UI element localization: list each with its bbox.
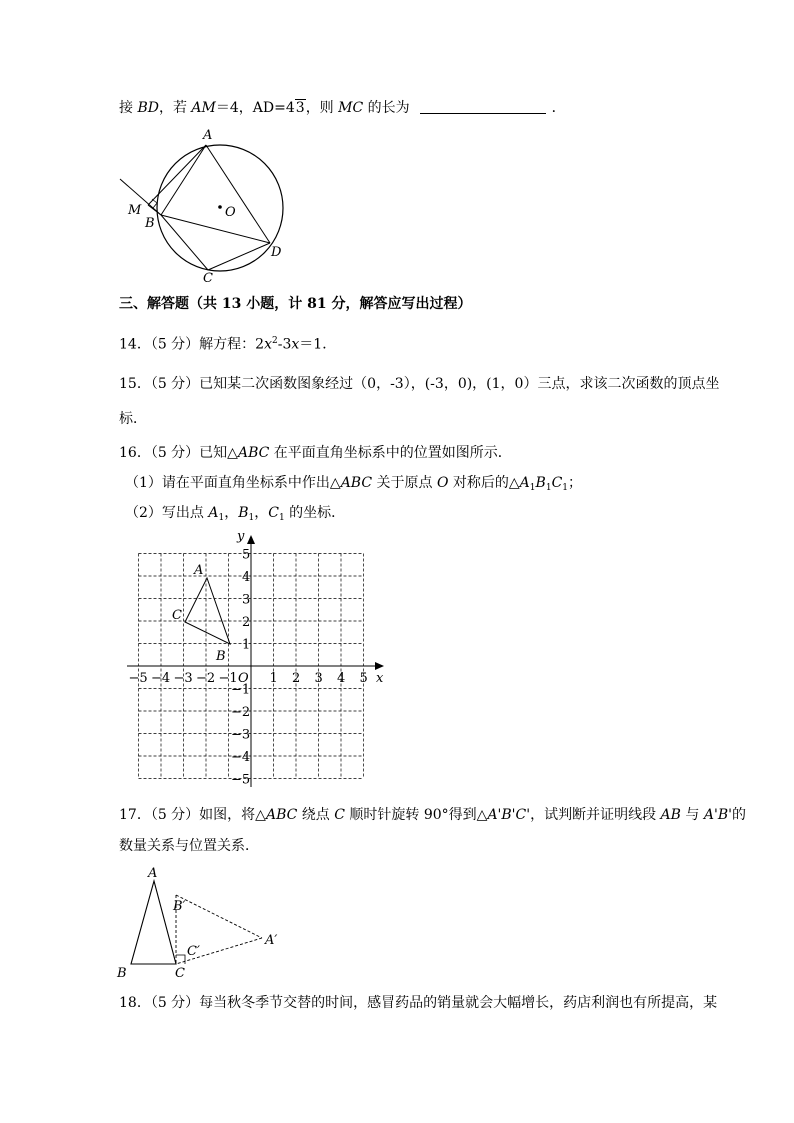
x-tick-label: −1 [218, 671, 238, 686]
x-tick-label: 2 [292, 671, 301, 686]
q16-text: ， [224, 505, 239, 521]
origin-label: O [238, 671, 249, 686]
q17-abc: ABC [265, 807, 298, 823]
q17-text: 与 [680, 807, 704, 823]
y-tick-label: −4 [231, 750, 251, 765]
q14-var: x [291, 336, 300, 353]
question-15-line1: 15．（5 分）已知某二次函数图象经过（0，-3），(-3，0)，(1，0）三点，求该二次函数的顶点坐 [119, 376, 720, 392]
q13-text: 的长为 [363, 100, 410, 116]
q13-am: AM [191, 100, 216, 116]
rot-label-cp: C′ [187, 944, 200, 959]
label-m: M [128, 203, 142, 218]
q13-text: ，若 [158, 100, 192, 116]
q17-text: ，试判断并证明线段 [530, 807, 661, 823]
segment-bpap [176, 895, 262, 938]
q13-text: ，则 [305, 100, 339, 116]
q13-text: 接 [119, 100, 138, 116]
x-tick-label: 5 [359, 671, 368, 686]
q17-apbp: A'B' [703, 807, 732, 823]
q16-a1: A [208, 505, 219, 521]
rot-label-c: C [175, 966, 185, 981]
q17-text: 17．（5 分）如图，将△ [119, 807, 266, 823]
q13-text: ＝4，AD=4 [215, 100, 295, 116]
sub: 1 [218, 513, 225, 523]
q14-exp: 2 [272, 336, 278, 346]
sub: 1 [545, 483, 552, 493]
q16-abc: ABC [237, 445, 270, 461]
sub: 1 [248, 513, 255, 523]
q16-abc: ABC [340, 475, 373, 491]
q16-c1: C [268, 505, 279, 521]
x-tick-label: 4 [337, 671, 346, 686]
q13-bd: BD [137, 100, 159, 116]
q16-text: 16．（5 分）已知△ [119, 445, 238, 461]
y-tick-label: 5 [242, 547, 251, 563]
q16-o: O [436, 475, 449, 491]
label-c: C [203, 271, 213, 286]
q17-ab: AB [660, 807, 681, 823]
label-b: B [145, 216, 155, 231]
q16-text: ， [254, 505, 269, 521]
grid-label-c: C [172, 608, 182, 623]
q14-text: -3 [277, 336, 292, 353]
sub: 1 [278, 513, 285, 523]
q16-text: ； [568, 475, 583, 491]
q17-apbpcp: A'B'C' [487, 807, 531, 823]
rot-label-ap: A′ [265, 933, 278, 948]
grid-label-a: A [194, 563, 204, 578]
label-o: O [225, 205, 236, 220]
grid-label-b: B [216, 649, 226, 664]
question-17-line2: 数量关系与位置关系． [119, 838, 259, 854]
question-18-line1: 18．（5 分）每当秋冬季节交替的时间，感冒药品的销量就会大幅增长，药店利润也有所提高，某 [119, 995, 718, 1011]
q14-text: ＝1． [299, 336, 337, 353]
y-tick-label: 1 [242, 637, 251, 653]
sqrt-three: 3 [295, 100, 305, 116]
y-tick-label: 4 [242, 570, 251, 585]
x-tick-label: −3 [173, 671, 193, 686]
y-tick-label: 3 [242, 592, 251, 608]
q16-c1: C [551, 475, 563, 491]
question-15-line2: 标． [119, 411, 147, 427]
y-tick-label: −2 [231, 705, 251, 720]
sub: 1 [562, 483, 569, 493]
q16-a1: A [519, 475, 530, 491]
q13-mc: MC [338, 100, 364, 116]
y-tick-label: −3 [231, 727, 251, 743]
y-tick-label: −1 [231, 682, 251, 698]
q17-text: 顺时针旋转 90°得到△ [344, 807, 488, 823]
rot-label-a: A [148, 866, 158, 881]
q14-text: 14．（5 分）解方程：2 [119, 336, 265, 353]
x-axis-label: x [376, 671, 384, 686]
q17-c: C [334, 807, 345, 823]
y-tick-label: −5 [231, 772, 251, 788]
sub: 1 [529, 483, 536, 493]
q16-text: 在平面直角坐标系中的位置如图所示． [269, 445, 512, 461]
q16-text: 对称后的△ [448, 475, 520, 491]
y-tick-label: 2 [242, 615, 251, 630]
q16-b1: B [238, 505, 249, 521]
x-tick-label: 1 [269, 671, 278, 686]
section-title: 三、解答题（共 13 小题，计 81 分，解答应写出过程） [119, 296, 472, 312]
q16-b1: B [535, 475, 546, 491]
triangle-abc-solid [131, 881, 176, 964]
q16-text: （1）请在平面直角坐标系中作出△ [125, 475, 341, 491]
q16-text: 的坐标． [284, 505, 346, 521]
label-a: A [203, 128, 213, 143]
rot-label-bp: B′ [173, 899, 186, 914]
x-tick-label: 3 [314, 671, 323, 686]
q16-text: 关于原点 [372, 475, 437, 491]
q17-text: 绕点 [297, 807, 335, 823]
x-tick-label: −5 [128, 671, 148, 686]
y-axis-label: y [237, 529, 245, 544]
q13-text: ． [551, 100, 566, 116]
label-d: D [271, 245, 282, 260]
rot-label-b: B [117, 966, 127, 981]
q16-text: （2）写出点 [125, 505, 209, 521]
q17-text: 的 [731, 807, 746, 823]
x-tick-label: −4 [151, 671, 171, 686]
x-tick-label: −2 [196, 671, 216, 686]
q14-var: x [264, 336, 272, 353]
